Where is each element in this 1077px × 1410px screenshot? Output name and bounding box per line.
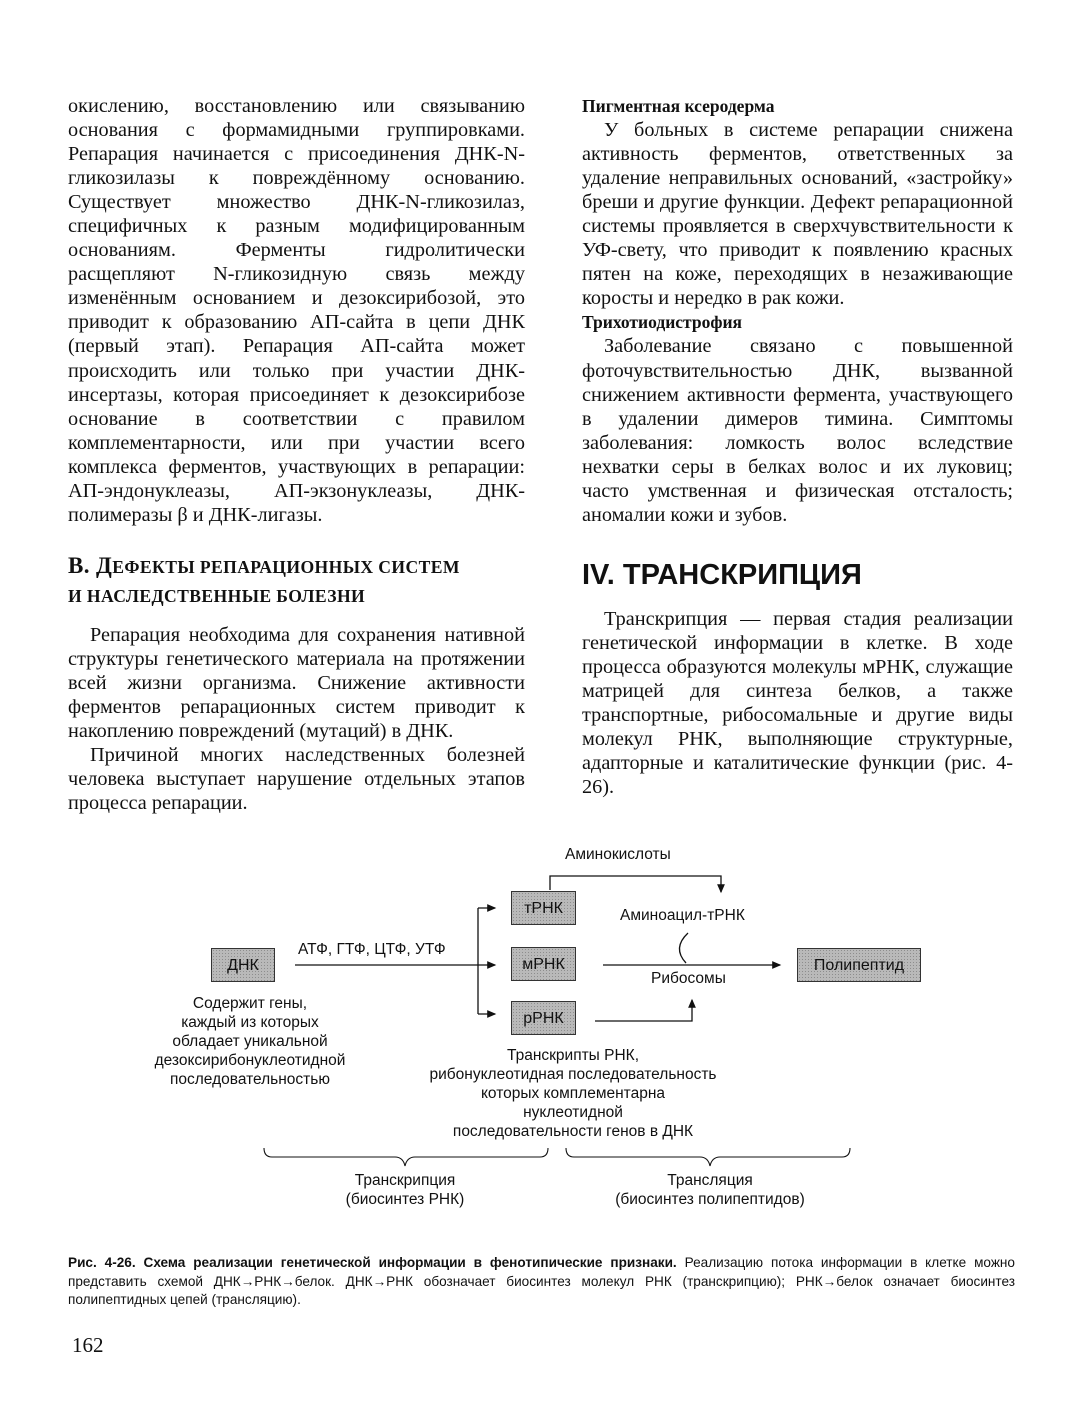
- chapter-heading-transcription: IV. ТРАНСКРИПЦИЯ: [582, 558, 862, 591]
- section-heading-line1: ЕФЕКТЫ РЕПАРАЦИОННЫХ СИСТЕМ: [112, 556, 460, 577]
- page-number: 162: [72, 1333, 104, 1357]
- section-heading-line1-initial: Д: [96, 552, 113, 578]
- paragraph-hereditary-diseases: Причиной многих наследственных болезней человека выступает нарушение отдельных этапов процесса репарации.: [68, 744, 525, 815]
- label-aminoacyl-trna: Аминоацил-тРНК: [620, 907, 745, 924]
- dna-description: [135, 994, 365, 1089]
- box-mrna: мРНК: [511, 947, 576, 981]
- figure-gene-expression-diagram: [0, 830, 1077, 1220]
- dna-desc-line: каждый из которых: [181, 1014, 319, 1031]
- rna-desc-line: рибонуклеотидная последовательность: [429, 1066, 717, 1083]
- left-column: [68, 94, 525, 815]
- box-dna: ДНК: [211, 948, 275, 982]
- section-heading-v: [68, 551, 525, 611]
- rna-desc-line: Транскрипты РНК,: [506, 1047, 639, 1064]
- dna-desc-line: последовательностью: [170, 1071, 330, 1088]
- subheading-xeroderma: Пигментная ксеродерма: [582, 96, 775, 116]
- caption-text: Реализацию потока информации в клетке можно представить схемой ДНК→РНК→белок. ДНК→РНК обозначает биосинтез молекул РНК (транскрипцию); РНК→белок означает биосинтез полипептидных цепей (трансляцию).: [68, 1255, 1015, 1307]
- subheading-trichothiodystrophy: Трихотиодистрофия: [582, 312, 743, 333]
- box-polypeptide: Полипептид: [797, 948, 921, 982]
- rna-description: [398, 1046, 748, 1141]
- dna-desc-line: дезоксирибонуклеотидной: [154, 1052, 346, 1069]
- right-column: [582, 94, 1013, 799]
- paragraph-continued: окислению, восстановлению или связыванию основания с формамидными группировками. Репарация начинается с присоединения ДНК-N-гликозилазы к повреждённому основанию. Существует множество ДНК-N-гликозилаз, специфичных к разным модифицированным основаниям. Ферменты гидролитически расщепляют N-гликозидную связь между изменённым основанием и дезоксирибозой, это приводит к образованию АП-сайта в цепи ДНК (первый этап). Репарация АП-сайта может происходить или только при участии ДНК-инсертазы, которая присоединяет к дезоксирибозе основание в соответствии с правилом комплементарности, или при участии всего комплекса ферментов, участвующих в репарации: АП-эндонуклеазы, АП-экзонуклеазы, ДНК-полимеразы β и ДНК-лигазы.: [68, 95, 525, 526]
- label-amino-acids: Аминокислоты: [565, 846, 671, 863]
- caption-title: Рис. 4-26. Схема реализации генетической информации в фенотипические признаки.: [68, 1255, 677, 1270]
- paragraph-trichothiodystrophy: Заболевание связано с повышенной фоточувствительностью ДНК, вызванной снижением активности фермента, участвующего в удалении димеров тимина. Симптомы заболевания: ломкость волос вследствие нехватки серы в белках волос и их луковиц; часто умственная и физическая отсталость; аномалии кожи и зубов.: [582, 335, 1013, 526]
- box-rrna: рРНК: [511, 1001, 576, 1035]
- dna-desc-line: Содержит гены,: [192, 995, 308, 1012]
- brace-label-line: Трансляция: [667, 1172, 753, 1189]
- box-trna: тРНК: [511, 891, 576, 925]
- label-ribosomes: Рибосомы: [651, 970, 726, 987]
- brace-label-line: (биосинтез РНК): [345, 1191, 465, 1208]
- brace-label-transcription: [305, 1171, 505, 1209]
- label-ntp: АТФ, ГТФ, ЦТФ, УТФ: [298, 941, 446, 958]
- section-heading-prefix: В.: [68, 552, 97, 578]
- brace-label-line: (биосинтез полипептидов): [615, 1191, 805, 1208]
- rna-desc-line: последовательности генов в ДНК: [452, 1123, 694, 1140]
- paragraph-repair-necessity: Репарация необходима для сохранения нативной структуры генетического материала на протяжении всей жизни организма. Снижение активности ферментов репарационных систем приводит к накоплению повреждений (мутаций) в ДНК.: [68, 623, 525, 743]
- figure-caption: [68, 1254, 1015, 1310]
- rna-desc-line: которых комплементарна: [480, 1085, 666, 1102]
- brace-label-translation: [590, 1171, 830, 1209]
- brace-label-line: Транскрипция: [354, 1172, 456, 1189]
- paragraph-xeroderma: У больных в системе репарации снижена активность ферментов, ответственных за удаление неправильных оснований, «застройку» бреши и другие функции. Дефект репарационной системы проявляется в сверхчувствительности к УФ-свету, что приводит к появлению красных пятен на коже, переходящих в незаживающие коросты и нередко в рак кожи.: [582, 119, 1013, 310]
- dna-desc-line: обладает уникальной: [172, 1033, 328, 1050]
- section-heading-line2: И НАСЛЕДСТВЕННЫЕ БОЛЕЗНИ: [68, 585, 366, 606]
- rna-desc-line: нуклеотидной: [523, 1104, 623, 1121]
- paragraph-transcription-intro: Транскрипция — первая стадия реализации генетической информации в клетке. В ходе процесса образуются молекулы мРНК, служащие матрицей для синтеза белков, а также транспортные, рибосомальные и другие виды молекул РНК, выполняющие структурные, адапторные и каталитические функции (рис. 4-26).: [582, 607, 1013, 799]
